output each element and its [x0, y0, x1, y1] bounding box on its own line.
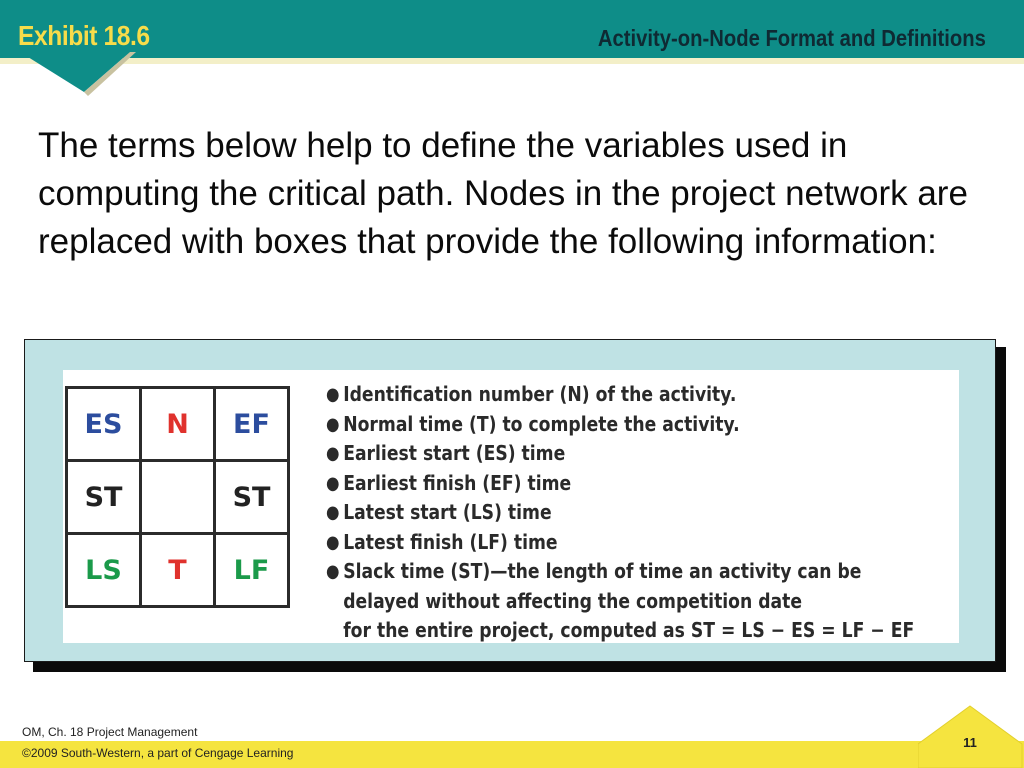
page-number: 11 [963, 735, 977, 750]
bullet-icon: ● [326, 384, 340, 405]
node-cell-t: T [141, 534, 215, 607]
bullet-icon: ● [326, 502, 340, 523]
node-cell-st-right: ST [215, 461, 289, 534]
node-cell-n: N [141, 388, 215, 461]
exhibit-label: Exhibit 18.6 [18, 20, 150, 51]
definition-item: ● Latest finish (LF) time [326, 528, 954, 558]
slide-title: Activity-on-Node Format and Definitions [598, 25, 986, 51]
activity-node-box [65, 386, 290, 608]
definition-item: ● Earliest start (ES) time [326, 439, 954, 469]
node-cell-ls: LS [67, 534, 141, 607]
definition-continuation: delayed without affecting the competition date [343, 588, 803, 613]
intro-paragraph: The terms below help to define the variables used in computing the critical path. Nodes in the project network are replaced with boxes that provide the following information: [38, 126, 968, 261]
bullet-icon: ● [326, 413, 340, 435]
definition-item: ● Identification number (N) of the activity. [326, 380, 954, 410]
header-stripe [0, 58, 1024, 64]
definition-item: ● Slack time (ST)—the length of time an activity can be delayed without affecting the competition date for the entire project, computed as ST = LS − ES = LF − EF [326, 557, 954, 646]
definition-continuation: for the entire project, computed as ST = LS − ES = LF − EF [343, 618, 915, 642]
header-wedge-decoration [0, 52, 140, 96]
bullet-icon: ● [326, 561, 340, 582]
node-cell-st-left: ST [67, 461, 141, 534]
bullet-icon: ● [326, 443, 340, 464]
bullet-icon: ● [326, 472, 340, 494]
node-cell-ef: EF [215, 388, 289, 461]
node-cell-center [141, 461, 215, 534]
footer-course: OM, Ch. 18 Project Management [22, 725, 198, 739]
footer-copyright: ©2009 South-Western, a part of Cengage Learning [22, 746, 294, 760]
definition-item: ● Normal time (T) to complete the activity. [326, 410, 954, 440]
definition-item: ● Earliest finish (EF) time [326, 469, 954, 499]
definitions-list [326, 380, 954, 646]
bullet-icon: ● [326, 531, 340, 553]
node-cell-es: ES [67, 388, 141, 461]
definition-item: ● Latest start (LS) time [326, 498, 954, 528]
node-cell-lf: LF [215, 534, 289, 607]
